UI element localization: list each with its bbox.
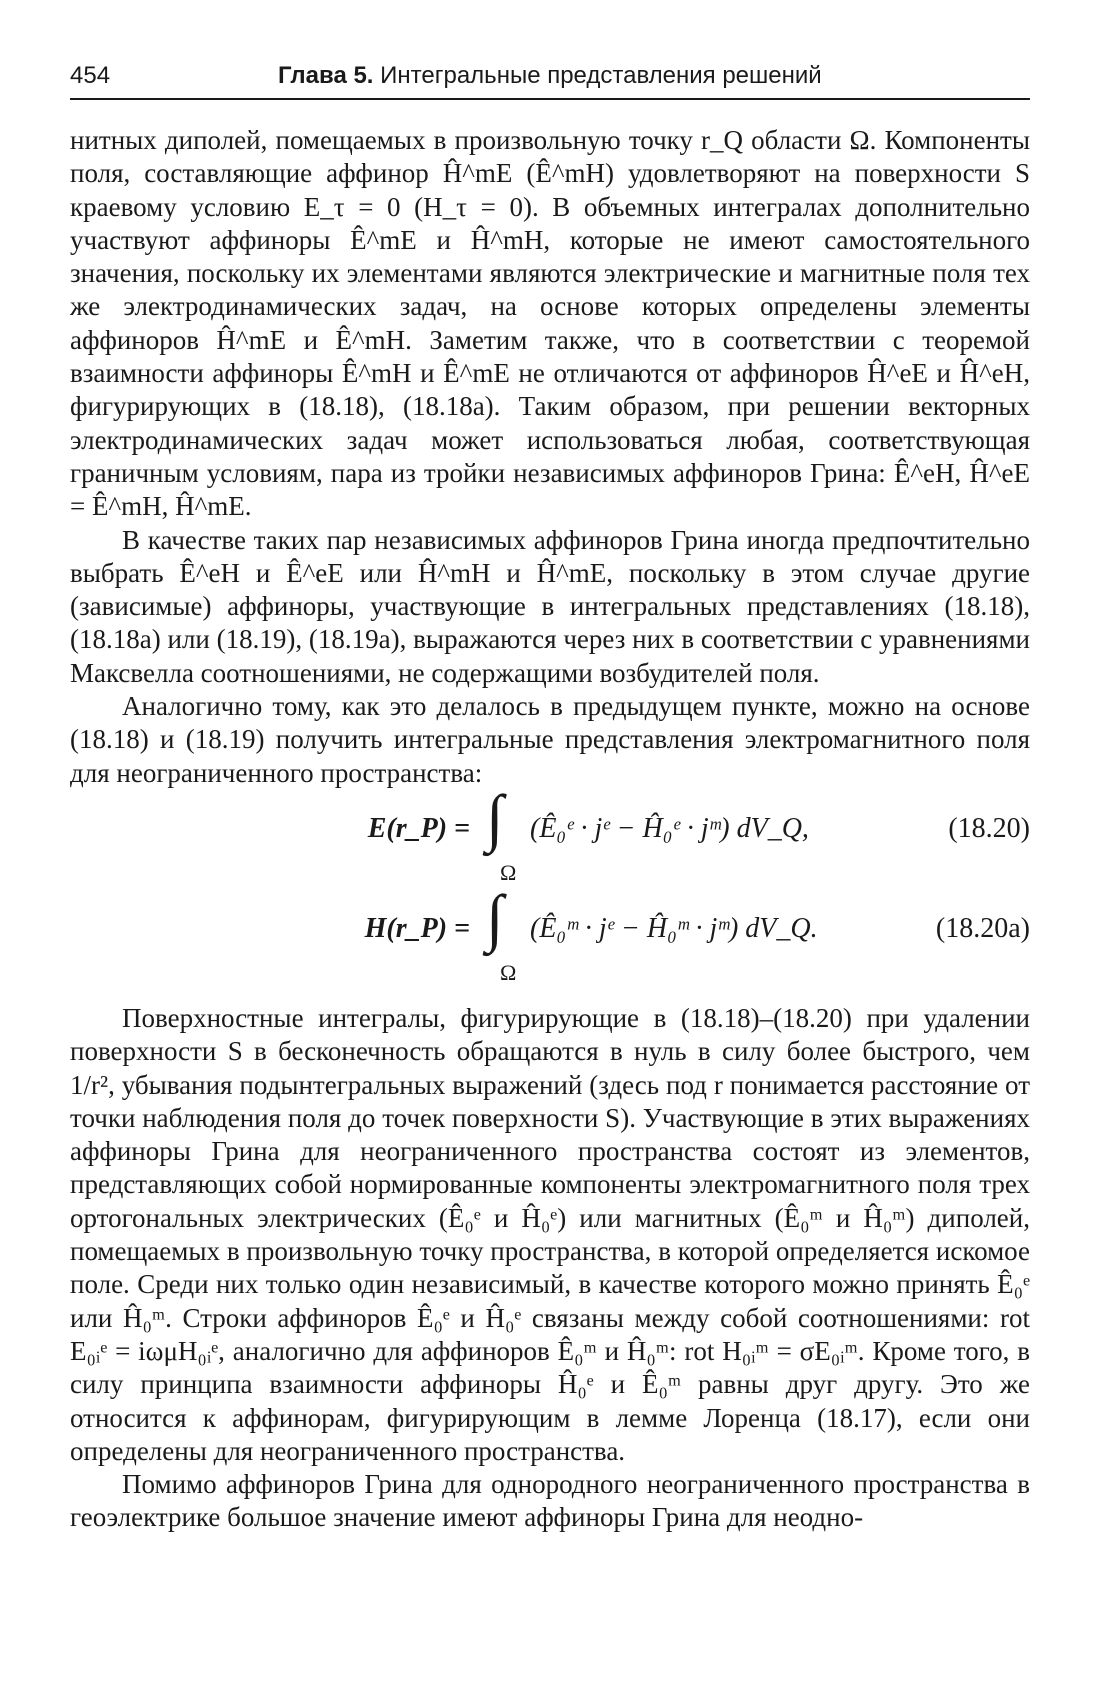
integral-sign: ∫ <box>486 781 504 853</box>
running-header <box>70 58 1030 100</box>
equation-18-20 <box>70 781 1030 896</box>
equation-rhs: (Ê₀ᵉ · jᵉ − Ĥ₀ᵉ · jᵐ) dV_Q, <box>530 812 809 844</box>
equation-lhs: H(r_P) = <box>364 912 470 944</box>
equation-rhs: (Ê₀ᵐ · jᵉ − Ĥ₀ᵐ · jᵐ) dV_Q. <box>530 912 818 944</box>
equation-number: (18.20) <box>948 812 1030 844</box>
page-number: 454 <box>70 62 111 89</box>
running-title <box>278 62 822 90</box>
paragraph-1: нитных диполей, помещаемых в произвольную точку r_Q области Ω. Компоненты поля, составляющие аффинор Ĥ^mE (Ê^mH) удовлетворяют на поверхности S краевому условию E_τ = 0 (H_τ = 0). В объемных интегралах дополнительно участвуют аффиноры Ê^mE и Ĥ^mH, которые не имеют самостоятельного значения, поскольку их элементами являются электрические и магнитные поля тех же электродинамических задач, на основе которых определены элементы аффиноров Ĥ^mE и Ê^mH. Заметим также, что в соответствии с теоремой взаимности аффиноры Ê^mH и Ê^mE не отличаются от аффиноров Ĥ^eE и Ĥ^eH, фигурирующих в (18.18), (18.18а). Таким образом, при решении векторных электродинамических задач может использоваться любая, соответствующая граничным условиям, пара из тройки независимых аффиноров Грина: Ê^eH, Ĥ^eE = Ê^mH, Ĥ^mE. <box>70 125 1030 522</box>
paragraph-3: Аналогично тому, как это делалось в предыдущем пункте, можно на основе (18.18) и (18.19) получить интегральные представления электромагнитного поля для неограниченного пространства: <box>70 691 1030 788</box>
integral-sign: ∫ <box>486 881 504 953</box>
paragraph-5: Помимо аффиноров Грина для однородного неограниченного пространства в геоэлектрике большое значение имеют аффиноры Грина для неодно- <box>70 1469 1030 1533</box>
equation-number: (18.20а) <box>935 912 1030 944</box>
paragraph-4: Поверхностные интегралы, фигурирующие в (18.18)–(18.20) при удалении поверхности S в бесконечность обращаются в нуль в силу более быстрого, чем 1/r², убывания подынтегральных выражений (здесь под r понимается расстояние от точки наблюдения поля до точек поверхности S). Участвующие в этих выражениях аффиноры Грина для неограниченного пространства состоят из элементов, представляющих собой нормированные компоненты электромагнитного поля трех ортогональных электрических (Ê₀ᵉ и Ĥ₀ᵉ) или магнитных (Ê₀ᵐ и Ĥ₀ᵐ) диполей, помещаемых в произвольную точку пространства, в которой определяется искомое поле. Среди них только один независимый, в качестве которого можно принять Ê₀ᵉ или Ĥ₀ᵐ. Строки аффиноров Ê₀ᵉ и Ĥ₀ᵉ связаны между собой соотношениями: rot E₀ᵢᵉ = iωμH₀ᵢᵉ, аналогично для аффиноров Ê₀ᵐ и Ĥ₀ᵐ: rot H₀ᵢᵐ = σE₀ᵢᵐ. Кроме того, в силу принципа взаимности аффиноры Ĥ₀ᵉ и Ê₀ᵐ равны друг другу. Это же относится к аффинорам, фигурирующим в лемме Лоренца (18.17), если они определены для неограниченного пространства. <box>70 1002 1030 1466</box>
equation-18-20a <box>70 881 1030 996</box>
paragraph-2: В качестве таких пар независимых аффиноров Грина иногда предпочтительно выбрать Ê^eH и Ê^eE или Ĥ^mH и Ĥ^mE, поскольку в этом случае другие (зависимые) аффиноры, участвующие в интегральных представлениях (18.18), (18.18а) или (18.19), (18.19а), выражаются через них в соответствии с уравнениями Максвелла соотношениями, не содержащими возбудителей поля. <box>70 524 1030 688</box>
integral-domain: Ω <box>500 959 517 985</box>
integral-domain: Ω <box>500 859 517 885</box>
equation-lhs: E(r_P) = <box>367 812 470 844</box>
chapter-label: Глава 5. <box>278 62 374 89</box>
page-body <box>70 124 1030 1535</box>
chapter-title: Интегральные представления решений <box>380 62 822 89</box>
